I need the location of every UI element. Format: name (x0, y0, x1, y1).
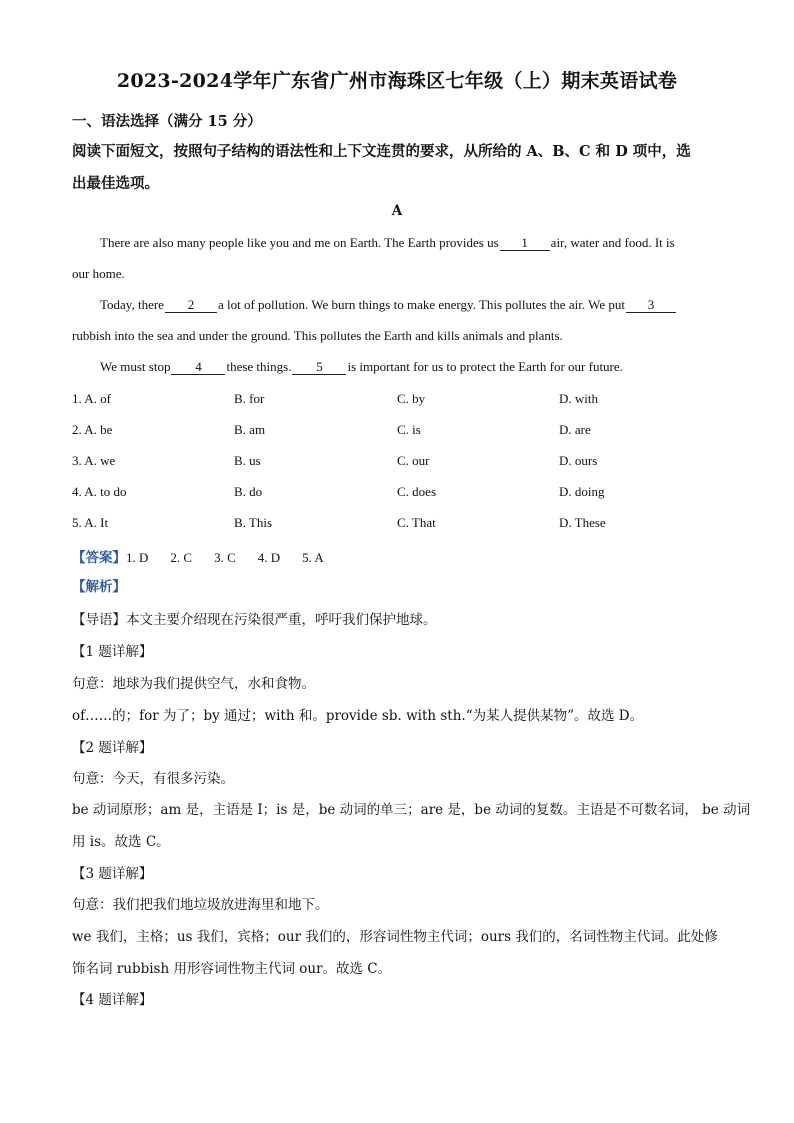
q1-meaning: 句意：地球为我们提供空气，水和食物。 (72, 676, 315, 692)
q1-heading: 【1 题详解】 (72, 644, 153, 660)
option-a: 4. A. to do (72, 484, 127, 499)
q2-meaning: 句意：今天，有很多污染。 (72, 771, 234, 787)
answer-item: 5. A (302, 550, 324, 565)
answer-label: 【答案】 (72, 550, 126, 566)
option-c: C. is (397, 422, 421, 437)
option-a: 3. A. we (72, 453, 116, 468)
option-c: C. does (397, 484, 436, 499)
passage-text: There are also many people like you and me on Earth. The Earth provides us (100, 235, 499, 250)
option-d: D. ours (559, 453, 598, 468)
q3-heading: 【3 题详解】 (72, 866, 153, 882)
q2-explanation-line-2: 用 is。故选 C。 (72, 834, 170, 850)
page-title: 2023-2024学年广东省广州市海珠区七年级（上）期末英语试卷 (116, 70, 678, 92)
answer-item: 4. D (257, 550, 281, 565)
passage-text: these things. (226, 359, 292, 374)
option-a: 1. A. of (72, 391, 111, 406)
option-c: C. by (397, 391, 426, 406)
passage-line-2: our home. (72, 266, 125, 281)
passage-line-4: rubbish into the sea and under the ground. This pollutes the Earth and kills animals and plants. (72, 328, 563, 343)
q1-explanation: of……的；for 为了；by 通过；with 和。provide sb. with sth.“为某人提供某物”。故选 D。 (72, 708, 644, 724)
q2-explanation-line-1: be 动词原形；am 是，主语是 I；is 是，be 动词的单三；are 是，be 动词的复数。主语是不可数名词， be 动词 (72, 802, 751, 818)
option-b: B. us (234, 453, 261, 468)
q3-explanation-line-1: we 我们，主格；us 我们，宾格；our 我们的，形容词性物主代词；ours 我们的，名词性物主代词。此处修 (72, 929, 718, 945)
q3-meaning: 句意：我们把我们地垃圾放进海里和地下。 (72, 897, 329, 913)
q2-heading: 【2 题详解】 (72, 740, 153, 756)
instructions-line-1: 阅读下面短文，按照句子结构的语法性和上下文连贯的要求，从所给的 A、B、C 和 D 项中，选 (72, 143, 691, 160)
passage-line-1 (100, 235, 675, 251)
blank-2: 2 (165, 298, 217, 313)
passage-text: Today, there (100, 297, 164, 312)
option-b: B. This (234, 515, 273, 530)
option-a: 2. A. be (72, 422, 113, 437)
passage-line-5 (100, 359, 623, 375)
option-b: B. do (234, 484, 263, 499)
option-d: D. doing (559, 484, 605, 499)
option-c: C. That (397, 515, 436, 530)
blank-3: 3 (626, 298, 676, 313)
option-b: B. for (234, 391, 265, 406)
analysis-label: 【解析】 (72, 579, 126, 595)
q4-heading: 【4 题详解】 (72, 992, 153, 1008)
passage-label: A (391, 203, 403, 219)
option-a: 5. A. It (72, 515, 109, 530)
guide-text: 【导语】本文主要介绍现在污染很严重，呼吁我们保护地球。 (72, 612, 437, 628)
answer-line (72, 546, 346, 566)
passage-text: is important for us to protect the Earth for our future. (347, 359, 623, 374)
q3-explanation-line-2: 饰名词 rubbish 用形容词性物主代词 our。故选 C。 (72, 961, 392, 977)
passage-text: air, water and food. It is (550, 235, 675, 250)
answer-item: 3. C (214, 550, 236, 565)
option-d: D. These (559, 515, 606, 530)
option-b: B. am (234, 422, 266, 437)
option-c: C. our (397, 453, 430, 468)
passage-text: We must stop (100, 359, 171, 374)
option-d: D. are (559, 422, 591, 437)
section-heading: 一、语法选择（满分 15 分） (72, 113, 262, 130)
blank-1: 1 (500, 236, 550, 251)
passage-text: a lot of pollution. We burn things to make energy. This pollutes the air. We put (217, 297, 625, 312)
blank-4: 4 (171, 360, 225, 375)
answer-item: 1. D (126, 550, 149, 565)
instructions-line-2: 出最佳选项。 (72, 175, 159, 192)
blank-5: 5 (292, 360, 346, 375)
option-d: D. with (559, 391, 598, 406)
passage-line-3 (100, 297, 677, 313)
answer-item: 2. C (170, 550, 193, 565)
